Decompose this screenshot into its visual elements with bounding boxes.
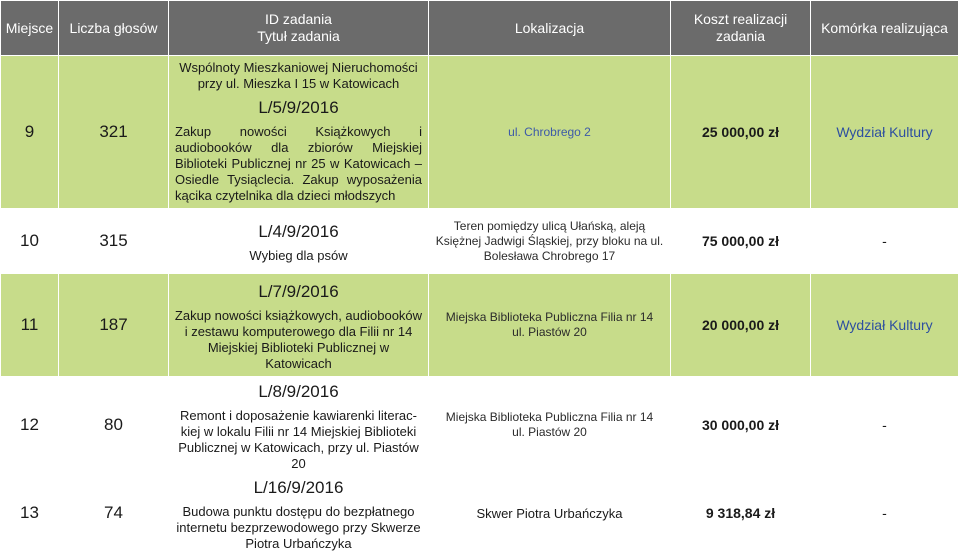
task-id: L/7/9/2016 — [258, 282, 339, 301]
task-title: Wybieg dla psów — [249, 248, 348, 263]
votes-cell: 74 — [59, 474, 169, 553]
cost-cell: 20 000,00 zł — [671, 274, 811, 377]
header-id: ID zadania — [265, 11, 332, 27]
dept-cell: Wydział Kultury — [811, 56, 959, 209]
location-cell: Teren pomiędzy ulicą Ułańską, aleją Księżnej Jadwigi Śląskiej, przy bloku na ul. Bolesława Chrobrego 17 — [429, 209, 671, 274]
dept-cell: - — [811, 474, 959, 553]
location-cell: Skwer Piotra Urbańczyka — [429, 474, 671, 553]
place-cell: 9 — [1, 56, 59, 209]
header-cost: Koszt realizacji zadania — [671, 1, 811, 56]
location-cell: Miejska Biblioteka Publiczna Filia nr 14 ul. Piastów 20 — [429, 377, 671, 474]
votes-cell: 315 — [59, 209, 169, 274]
dept-cell: Wydział Kultury — [811, 274, 959, 377]
task-cell — [169, 209, 429, 274]
location-cell: ul. Chrobrego 2 — [429, 56, 671, 209]
dept-cell: - — [811, 209, 959, 274]
task-id: L/8/9/2016 — [258, 382, 339, 401]
dept-cell: - — [811, 377, 959, 474]
task-id: L/16/9/2016 — [253, 478, 344, 497]
table-row — [1, 56, 959, 209]
table-row — [1, 474, 959, 553]
votes-cell: 80 — [59, 377, 169, 474]
place-cell: 12 — [1, 377, 59, 474]
table-row — [1, 209, 959, 274]
task-id: L/5/9/2016 — [258, 98, 339, 117]
task-title: Budowa punktu dostępu do bezpłatnego internetu bezprzewodowego przy Skwerze Piotra Urbańczyka — [176, 504, 421, 551]
location-cell: Miejska Biblioteka Publiczna Filia nr 14 ul. Piastów 20 — [429, 274, 671, 377]
place-cell: 13 — [1, 474, 59, 553]
votes-cell: 321 — [59, 56, 169, 209]
task-cell — [169, 274, 429, 377]
task-title: Zakup nowości Książkowych i audiobooków dla zbiorów Miejskiej Biblioteki Publicznej nr 25 w Katowicach – Osiedle Tysiąclecia. Zakup wyposażenia kącika czytelnika dla dzieci młodszych — [175, 124, 422, 203]
header-votes: Liczba głosów — [59, 1, 169, 56]
task-cell — [169, 56, 429, 209]
place-cell: 10 — [1, 209, 59, 274]
header-location: Lokalizacja — [429, 1, 671, 56]
cost-cell: 75 000,00 zł — [671, 209, 811, 274]
place-cell: 11 — [1, 274, 59, 377]
task-title: Remont i doposażenie kawiarenki literac-kiej w lokalu Filii nr 14 Miejskiej Biblioteki Publicznej w Katowicach, przy ul. Piastów 20 — [178, 408, 419, 471]
table-row — [1, 377, 959, 474]
previous-title-fragment: Wspólnoty Mieszkaniowej Nieruchomości przy ul. Mieszka I 15 w Katowicach — [179, 60, 418, 91]
task-cell — [169, 474, 429, 553]
cost-cell: 25 000,00 zł — [671, 56, 811, 209]
task-title: Zakup nowości książkowych, audiobooków i zestawu komputerowego dla Filii nr 14 Miejskiej Biblioteki Publicznej w Katowicach — [174, 308, 423, 371]
header-dept: Komórka realizująca — [811, 1, 959, 56]
cost-cell: 9 318,84 zł — [671, 474, 811, 553]
task-id: L/4/9/2016 — [258, 222, 339, 241]
header-place: Miejsce — [1, 1, 59, 56]
task-cell — [169, 377, 429, 474]
table-row — [1, 274, 959, 377]
votes-cell: 187 — [59, 274, 169, 377]
header-title: Tytuł zadania — [257, 28, 340, 44]
cost-cell: 30 000,00 zł — [671, 377, 811, 474]
header-row — [1, 1, 959, 56]
header-id-title — [169, 1, 429, 56]
